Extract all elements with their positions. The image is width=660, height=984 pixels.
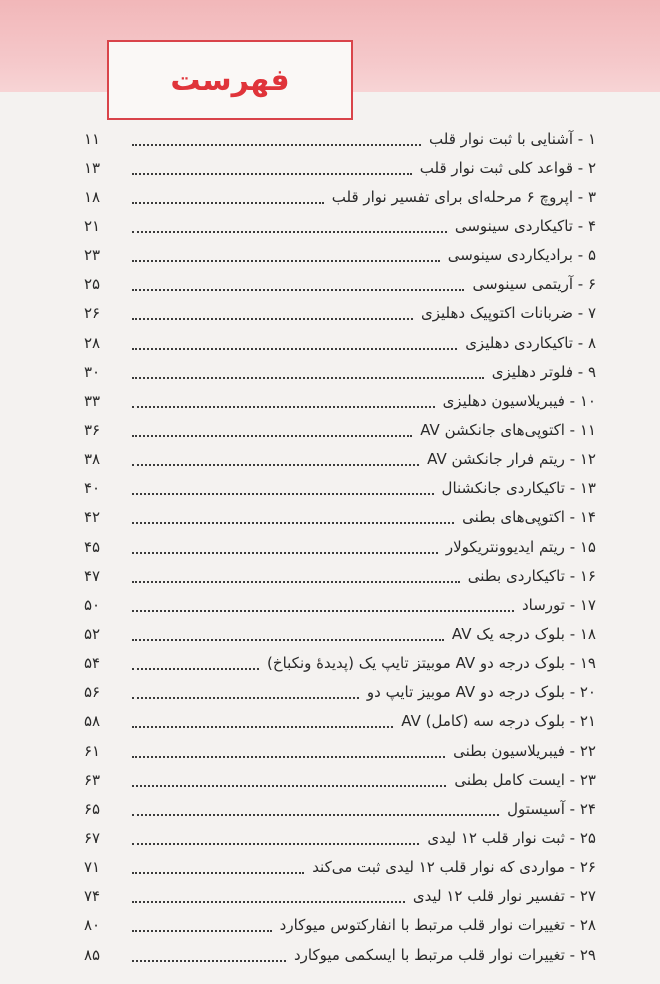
toc-dot-leader	[132, 610, 514, 612]
toc-page-number: ۶۷	[84, 828, 101, 847]
toc-chapter-title: ۱۸ - بلوک درجه یک AV	[451, 624, 596, 643]
toc-chapter-title: ۲۹ - تغییرات نوار قلب مرتبط با ایسکمی میوکارد	[293, 945, 596, 964]
toc-entry[interactable]	[84, 474, 596, 503]
toc-dot-leader	[132, 231, 447, 233]
toc-dot-leader	[132, 522, 454, 524]
page-title: فهرست	[170, 62, 290, 98]
toc-page-number: ۸۰	[84, 916, 101, 935]
toc-chapter-title: ۲۸ - تغییرات نوار قلب مرتبط با انفارکتوس میوکارد	[279, 916, 596, 935]
toc-entry[interactable]	[84, 911, 596, 940]
toc-chapter-title: ۱ - آشنایی با ثبت نوار قلب	[429, 129, 596, 148]
toc-dot-leader	[132, 785, 446, 787]
toc-entry[interactable]	[84, 415, 596, 444]
toc-entry[interactable]	[84, 590, 596, 619]
toc-dot-leader	[132, 581, 460, 583]
toc-dot-leader	[132, 668, 259, 670]
toc-entry[interactable]	[84, 328, 596, 357]
toc-entry[interactable]	[84, 882, 596, 911]
toc-dot-leader	[132, 289, 464, 291]
toc-page-number: ۲۵	[84, 275, 101, 294]
toc-page-number: ۱۸	[84, 187, 101, 206]
toc-page-number: ۴۲	[84, 508, 101, 527]
toc-page-number: ۳۶	[84, 420, 101, 439]
toc-entry[interactable]	[84, 736, 596, 765]
toc-page-number: ۲۱	[84, 216, 101, 235]
toc-dot-leader	[132, 930, 272, 932]
toc-entry[interactable]	[84, 794, 596, 823]
toc-entry[interactable]	[84, 386, 596, 415]
toc-page-number: ۶۱	[84, 741, 101, 760]
toc-chapter-title: ۱۹ - بلوک درجه دو AV موبیتز تایپ یک (پدیدهٔ ونکباخ)	[267, 654, 596, 673]
toc-entry[interactable]	[84, 211, 596, 240]
toc-page-number: ۴۷	[84, 566, 101, 585]
toc-chapter-title: ۲۱ - بلوک درجه سه (کامل) AV	[401, 712, 596, 731]
toc-chapter-title: ۷ - ضربانات اکتوپیک دهلیزی	[421, 304, 596, 323]
toc-entry[interactable]	[84, 241, 596, 270]
toc-dot-leader	[132, 435, 412, 437]
toc-chapter-title: ۹ - فلوتر دهلیزی	[491, 362, 596, 381]
toc-page-number: ۷۴	[84, 887, 101, 906]
toc-dot-leader	[132, 697, 359, 699]
toc-chapter-title: ۱۰ - فیبریلاسیون دهلیزی	[442, 391, 596, 410]
toc-page-number: ۵۶	[84, 683, 101, 702]
toc-entry[interactable]	[84, 823, 596, 852]
toc-entry[interactable]	[84, 649, 596, 678]
toc-page-number: ۵۲	[84, 624, 101, 643]
toc-page-number: ۱۱	[84, 129, 101, 148]
toc-chapter-title: ۲۲ - فیبریلاسیون بطنی	[453, 741, 596, 760]
toc-entry[interactable]	[84, 182, 596, 211]
toc-page-number: ۱۳	[84, 158, 101, 177]
toc-chapter-title: ۲۴ - آسیستول	[507, 799, 596, 818]
toc-dot-leader	[132, 202, 324, 204]
toc-page-number: ۲۳	[84, 246, 101, 265]
toc-entry[interactable]	[84, 299, 596, 328]
toc-page-number: ۴۰	[84, 479, 101, 498]
table-of-contents	[84, 124, 596, 969]
toc-dot-leader	[132, 726, 393, 728]
toc-entry[interactable]	[84, 940, 596, 969]
toc-chapter-title: ۴ - تاکیکاردی سینوسی	[454, 216, 596, 235]
title-box	[107, 40, 353, 120]
toc-chapter-title: ۱۶ - تاکیکاردی بطنی	[467, 566, 596, 585]
toc-dot-leader	[132, 814, 499, 816]
toc-chapter-title: ۲۳ - ایست کامل بطنی	[454, 770, 596, 789]
toc-chapter-title: ۵ - برادیکاردی سینوسی	[447, 246, 596, 265]
toc-chapter-title: ۲۰ - بلوک درجه دو AV موبیز تایپ دو	[366, 683, 596, 702]
toc-dot-leader	[132, 377, 484, 379]
toc-dot-leader	[132, 464, 419, 466]
toc-entry[interactable]	[84, 357, 596, 386]
toc-page-number: ۸۵	[84, 945, 101, 964]
toc-page-number: ۳۰	[84, 362, 101, 381]
toc-chapter-title: ۱۵ - ریتم ایدیوونتریکولار	[445, 537, 596, 556]
toc-dot-leader	[132, 144, 421, 146]
toc-chapter-title: ۲۷ - تفسیر نوار قلب ۱۲ لیدی	[412, 887, 596, 906]
toc-entry[interactable]	[84, 532, 596, 561]
toc-dot-leader	[132, 173, 412, 175]
toc-dot-leader	[132, 260, 440, 262]
toc-page-number: ۴۵	[84, 537, 101, 556]
toc-entry[interactable]	[84, 853, 596, 882]
toc-page-number: ۳۳	[84, 391, 101, 410]
toc-entry[interactable]	[84, 445, 596, 474]
toc-chapter-title: ۲۵ - ثبت نوار قلب ۱۲ لیدی	[427, 828, 596, 847]
toc-page-number: ۲۶	[84, 304, 101, 323]
toc-chapter-title: ۶ - آریتمی سینوسی	[472, 275, 596, 294]
toc-dot-leader	[132, 872, 304, 874]
toc-page-number: ۲۸	[84, 333, 101, 352]
toc-chapter-title: ۱۳ - تاکیکاردی جانکشنال	[441, 479, 596, 498]
toc-entry[interactable]	[84, 153, 596, 182]
toc-dot-leader	[132, 406, 435, 408]
toc-entry[interactable]	[84, 503, 596, 532]
toc-chapter-title: ۱۴ - اکتوپی‌های بطنی	[462, 508, 596, 527]
toc-chapter-title: ۲ - قواعد کلی ثبت نوار قلب	[419, 158, 596, 177]
toc-page-number: ۷۱	[84, 858, 101, 877]
toc-dot-leader	[132, 552, 438, 554]
toc-entry[interactable]	[84, 707, 596, 736]
toc-dot-leader	[132, 756, 445, 758]
toc-entry[interactable]	[84, 678, 596, 707]
toc-entry[interactable]	[84, 270, 596, 299]
toc-entry[interactable]	[84, 561, 596, 590]
toc-entry[interactable]	[84, 124, 596, 153]
toc-entry[interactable]	[84, 619, 596, 648]
toc-page-number: ۵۴	[84, 654, 101, 673]
toc-dot-leader	[132, 348, 457, 350]
toc-page-number: ۶۳	[84, 770, 101, 789]
toc-dot-leader	[132, 318, 413, 320]
toc-page-number: ۵۰	[84, 595, 101, 614]
toc-dot-leader	[132, 843, 419, 845]
toc-chapter-title: ۸ - تاکیکاردی دهلیزی	[465, 333, 596, 352]
toc-dot-leader	[132, 901, 405, 903]
toc-dot-leader	[132, 639, 444, 641]
toc-entry[interactable]	[84, 765, 596, 794]
toc-page-number: ۳۸	[84, 450, 101, 469]
toc-dot-leader	[132, 493, 434, 495]
toc-page-number: ۵۸	[84, 712, 101, 731]
toc-page-number: ۶۵	[84, 799, 101, 818]
toc-chapter-title: ۱۷ - تورساد	[521, 595, 596, 614]
toc-chapter-title: ۱۱ - اکتوپی‌های جانکشن AV	[420, 420, 596, 439]
toc-chapter-title: ۳ - اپروچ ۶ مرحله‌ای برای تفسیر نوار قلب	[331, 187, 596, 206]
toc-chapter-title: ۲۶ - مواردی که نوار قلب ۱۲ لیدی ثبت می‌کند	[312, 858, 596, 877]
toc-dot-leader	[132, 960, 286, 962]
toc-chapter-title: ۱۲ - ریتم فرار جانکشن AV	[427, 450, 596, 469]
